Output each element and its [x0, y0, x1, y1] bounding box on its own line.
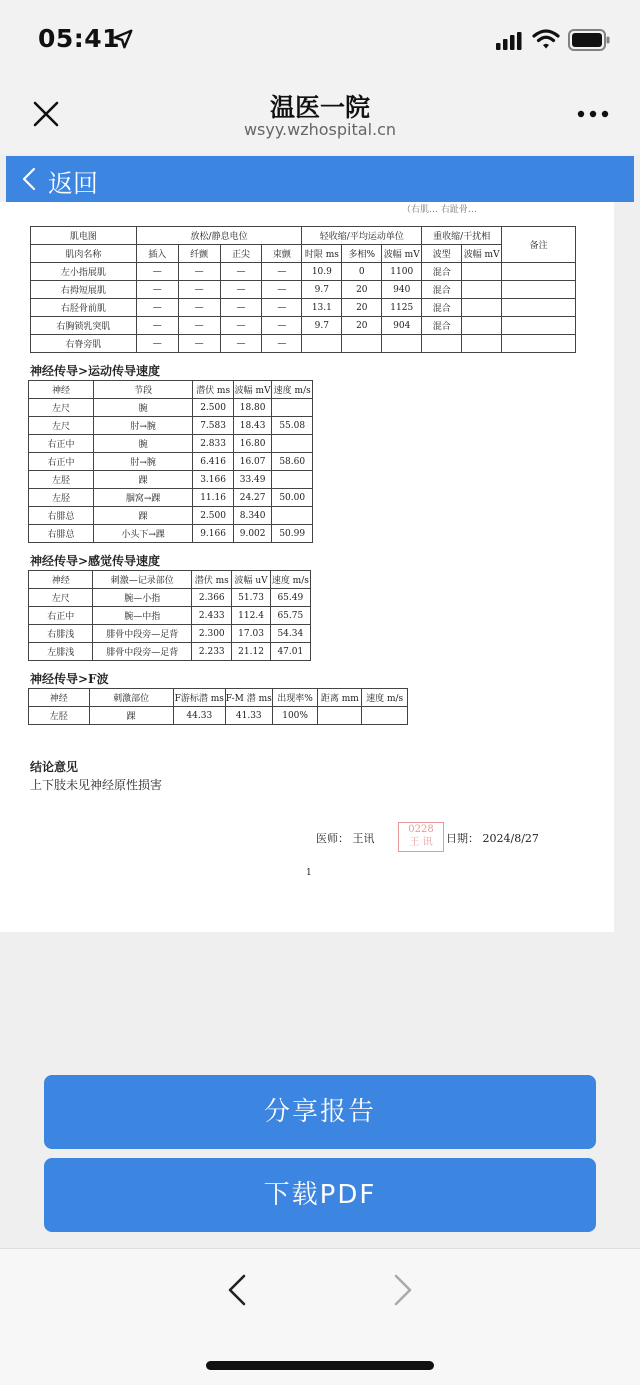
- emg-sub-3: 束颤: [262, 245, 302, 263]
- table-cell: 0: [342, 263, 382, 281]
- table-cell: 54.34: [270, 625, 310, 643]
- table-cell: 33.49: [233, 471, 272, 489]
- emg-sub-2: 正尖: [220, 245, 262, 263]
- table-row: [29, 399, 313, 417]
- table-cell: 940: [382, 281, 422, 299]
- table-cell: 65.49: [270, 589, 310, 607]
- table-header: 速度 m/s: [270, 571, 310, 589]
- bottom-toolbar: [0, 1248, 640, 1385]
- table-cell: 55.08: [272, 417, 313, 435]
- table-cell: 混合: [422, 281, 462, 299]
- table-cell: 65.75: [270, 607, 310, 625]
- emg-sub-1: 纤颤: [178, 245, 220, 263]
- table-cell: —: [178, 281, 220, 299]
- page-title: 温医一院: [269, 93, 370, 122]
- table-header: 距离 mm: [318, 689, 362, 707]
- table-cell: [272, 471, 313, 489]
- table-cell: 肘→腕: [93, 417, 192, 435]
- table-cell: —: [136, 299, 178, 317]
- table-cell: 左胫: [29, 489, 94, 507]
- table-header: 波幅 uV: [232, 571, 270, 589]
- table-cell: 腓骨中段旁—足背: [93, 625, 192, 643]
- table-cell: [272, 399, 313, 417]
- table-cell: —: [262, 263, 302, 281]
- table-header: 神经: [29, 571, 93, 589]
- table-row: [29, 507, 313, 525]
- sensory-table: [28, 570, 311, 661]
- table-cell: 2.233: [192, 643, 232, 661]
- table-cell: [302, 335, 342, 353]
- table-row: [31, 317, 576, 335]
- conclusion-title: 结论意见: [30, 760, 79, 774]
- table-cell: 9.166: [193, 525, 234, 543]
- table-cell: 47.01: [270, 643, 310, 661]
- table-cell: [462, 299, 502, 317]
- emg-header-1: 放松/静息电位: [136, 227, 302, 245]
- motor-table: [28, 380, 313, 543]
- table-cell: [362, 707, 408, 725]
- emg-header-left-sub: 肌肉名称: [31, 245, 137, 263]
- table-cell: 2.433: [192, 607, 232, 625]
- table-cell: —: [262, 299, 302, 317]
- table-cell: 51.73: [232, 589, 270, 607]
- table-cell: 右腓总: [29, 525, 94, 543]
- table-cell: 左腓浅: [29, 643, 93, 661]
- table-cell: 左尺: [29, 417, 94, 435]
- table-row: [29, 453, 313, 471]
- table-cell: 24.27: [233, 489, 272, 507]
- table-row: [29, 625, 311, 643]
- conclusion-text: 上下肢未见神经原性损害: [30, 778, 163, 792]
- table-cell: 左胫: [29, 707, 90, 725]
- emg-header-2: 轻收缩/平均运动单位: [302, 227, 422, 245]
- table-cell: —: [262, 335, 302, 353]
- table-cell: —: [262, 317, 302, 335]
- wifi-icon: [532, 28, 560, 50]
- table-cell: —: [178, 335, 220, 353]
- table-cell: 3.166: [193, 471, 234, 489]
- table-row: [31, 263, 576, 281]
- table-cell: 1100: [382, 263, 422, 281]
- table-cell: 44.33: [173, 707, 225, 725]
- doctor-name: 医师： 王讯: [316, 832, 375, 845]
- table-cell: 11.16: [193, 489, 234, 507]
- table-cell: 100%: [272, 707, 318, 725]
- table-cell: 右胫骨前肌: [31, 299, 137, 317]
- table-cell: [502, 281, 576, 299]
- report-document: [0, 202, 614, 932]
- table-cell: [462, 335, 502, 353]
- table-header: 潜伏 ms: [192, 571, 232, 589]
- table-cell: 904: [382, 317, 422, 335]
- table-cell: 腕—中指: [93, 607, 192, 625]
- table-cell: 右胸锁乳突肌: [31, 317, 137, 335]
- table-cell: 混合: [422, 317, 462, 335]
- nav-bar: [0, 80, 640, 154]
- table-cell: —: [178, 317, 220, 335]
- battery-icon: [568, 29, 610, 51]
- table-cell: 13.1: [302, 299, 342, 317]
- table-cell: —: [262, 281, 302, 299]
- table-header: 刺激—记录部位: [93, 571, 192, 589]
- table-cell: [272, 507, 313, 525]
- more-options-icon[interactable]: [576, 108, 610, 120]
- chevron-back-icon[interactable]: [226, 1273, 248, 1307]
- table-cell: —: [136, 281, 178, 299]
- report-date: 日期： 2024/8/27: [446, 832, 539, 845]
- table-cell: —: [220, 299, 262, 317]
- table-cell: 9.002: [233, 525, 272, 543]
- table-cell: 混合: [422, 263, 462, 281]
- table-row: [29, 417, 313, 435]
- table-cell: 58.60: [272, 453, 313, 471]
- table-cell: 17.03: [232, 625, 270, 643]
- table-cell: [382, 335, 422, 353]
- table-cell: 腕: [93, 435, 192, 453]
- table-cell: 左尺: [29, 589, 93, 607]
- table-cell: 2.833: [193, 435, 234, 453]
- table-cell: —: [178, 299, 220, 317]
- table-row: [29, 643, 311, 661]
- status-time: 05:41: [38, 24, 121, 53]
- table-row: [29, 435, 313, 453]
- table-header: 神经: [29, 381, 94, 399]
- table-header: 出现率%: [272, 689, 318, 707]
- table-cell: 20: [342, 299, 382, 317]
- table-header: 神经: [29, 689, 90, 707]
- table-header: 潜伏 ms: [193, 381, 234, 399]
- table-cell: —: [136, 317, 178, 335]
- table-cell: 16.80: [233, 435, 272, 453]
- table-cell: —: [220, 317, 262, 335]
- emg-header-4: 备注: [502, 227, 576, 263]
- table-cell: 踝: [93, 507, 192, 525]
- location-arrow-icon: [112, 28, 134, 50]
- table-cell: 112.4: [232, 607, 270, 625]
- emg-sub-0: 插入: [136, 245, 178, 263]
- table-cell: [272, 435, 313, 453]
- table-cell: 踝: [93, 471, 192, 489]
- table-cell: 左小指展肌: [31, 263, 137, 281]
- table-cell: 50.99: [272, 525, 313, 543]
- table-row: [29, 471, 313, 489]
- table-cell: 16.07: [233, 453, 272, 471]
- emg-sub-6: 波幅 mV: [382, 245, 422, 263]
- table-cell: 2.500: [193, 507, 234, 525]
- scan-top-text: （右肌… 右趾骨…: [402, 205, 477, 215]
- table-header: 波幅 mV: [233, 381, 272, 399]
- table-cell: 18.80: [233, 399, 272, 417]
- emg-header-0: 肌电图: [31, 227, 137, 245]
- table-cell: 41.33: [225, 707, 272, 725]
- table-cell: [462, 317, 502, 335]
- table-cell: 2.366: [192, 589, 232, 607]
- table-cell: —: [136, 263, 178, 281]
- home-indicator[interactable]: [206, 1361, 434, 1370]
- emg-table: [30, 226, 576, 353]
- sensory-section-title: 神经传导>感觉传导速度: [30, 554, 161, 568]
- chevron-forward-icon[interactable]: [392, 1273, 414, 1307]
- table-cell: 右正中: [29, 435, 94, 453]
- table-cell: —: [220, 335, 262, 353]
- table-cell: 左胫: [29, 471, 94, 489]
- table-cell: [318, 707, 362, 725]
- table-cell: [502, 317, 576, 335]
- table-cell: 小头下→踝: [93, 525, 192, 543]
- back-label: 返回: [48, 169, 99, 198]
- chevron-left-icon: [20, 167, 38, 191]
- doctor-stamp: [398, 822, 444, 852]
- emg-sub-8: 波幅 mV: [462, 245, 502, 263]
- table-cell: 1125: [382, 299, 422, 317]
- table-row: [29, 489, 313, 507]
- table-cell: 右脊旁肌: [31, 335, 137, 353]
- table-cell: 左尺: [29, 399, 94, 417]
- cellular-signal-icon: [496, 32, 522, 50]
- table-cell: [462, 263, 502, 281]
- table-row: [31, 299, 576, 317]
- table-cell: 20: [342, 281, 382, 299]
- table-cell: 右正中: [29, 607, 93, 625]
- table-cell: 腕: [93, 399, 192, 417]
- table-cell: 18.43: [233, 417, 272, 435]
- motor-section-title: 神经传导>运动传导速度: [30, 364, 161, 378]
- table-row: [29, 525, 313, 543]
- table-header: 刺激部位: [89, 689, 173, 707]
- table-header: F游标潜 ms: [173, 689, 225, 707]
- table-cell: [502, 335, 576, 353]
- table-cell: 2.300: [192, 625, 232, 643]
- table-cell: —: [220, 263, 262, 281]
- table-cell: 50.00: [272, 489, 313, 507]
- table-cell: 20: [342, 317, 382, 335]
- table-header: F-M 潜 ms: [225, 689, 272, 707]
- table-row: [31, 335, 576, 353]
- table-cell: [502, 263, 576, 281]
- table-cell: 9.7: [302, 281, 342, 299]
- table-cell: 混合: [422, 299, 462, 317]
- emg-sub-5: 多相%: [342, 245, 382, 263]
- share-report-button[interactable]: 分享报告: [44, 1075, 596, 1149]
- table-cell: 右腓总: [29, 507, 94, 525]
- table-cell: —: [178, 263, 220, 281]
- table-header: 节段: [93, 381, 192, 399]
- table-cell: 8.340: [233, 507, 272, 525]
- status-bar: [0, 0, 640, 80]
- emg-sub-7: 波型: [422, 245, 462, 263]
- table-cell: 6.416: [193, 453, 234, 471]
- table-cell: 腓骨中段旁—足背: [93, 643, 192, 661]
- table-cell: —: [136, 335, 178, 353]
- table-row: [29, 707, 408, 725]
- table-cell: [422, 335, 462, 353]
- table-cell: 9.7: [302, 317, 342, 335]
- table-cell: 右正中: [29, 453, 94, 471]
- back-button[interactable]: [6, 156, 634, 202]
- page-url: wsyy.wzhospital.cn: [243, 120, 397, 139]
- table-cell: [502, 299, 576, 317]
- table-cell: 腘窝→踝: [93, 489, 192, 507]
- table-cell: 腕—小指: [93, 589, 192, 607]
- table-row: [31, 281, 576, 299]
- table-header: 速度 m/s: [362, 689, 408, 707]
- table-cell: 右腓浅: [29, 625, 93, 643]
- table-cell: —: [220, 281, 262, 299]
- stamp-line2: 王 讯: [409, 837, 433, 848]
- table-row: [29, 589, 311, 607]
- table-cell: [342, 335, 382, 353]
- fwave-section-title: 神经传导>F波: [30, 672, 109, 686]
- download-pdf-button[interactable]: 下载PDF: [44, 1158, 596, 1232]
- table-cell: 21.12: [232, 643, 270, 661]
- emg-sub-4: 时限 ms: [302, 245, 342, 263]
- emg-header-3: 重收缩/干扰相: [422, 227, 502, 245]
- table-cell: [462, 281, 502, 299]
- table-header: 速度 m/s: [272, 381, 313, 399]
- table-cell: 10.9: [302, 263, 342, 281]
- table-cell: 7.583: [193, 417, 234, 435]
- table-cell: 右拇短展肌: [31, 281, 137, 299]
- page-number: 1: [306, 868, 312, 878]
- table-cell: 踝: [89, 707, 173, 725]
- table-cell: 2.500: [193, 399, 234, 417]
- table-row: [29, 607, 311, 625]
- stamp-line1: 0228: [408, 824, 434, 835]
- fwave-table: [28, 688, 408, 725]
- table-cell: 肘→腕: [93, 453, 192, 471]
